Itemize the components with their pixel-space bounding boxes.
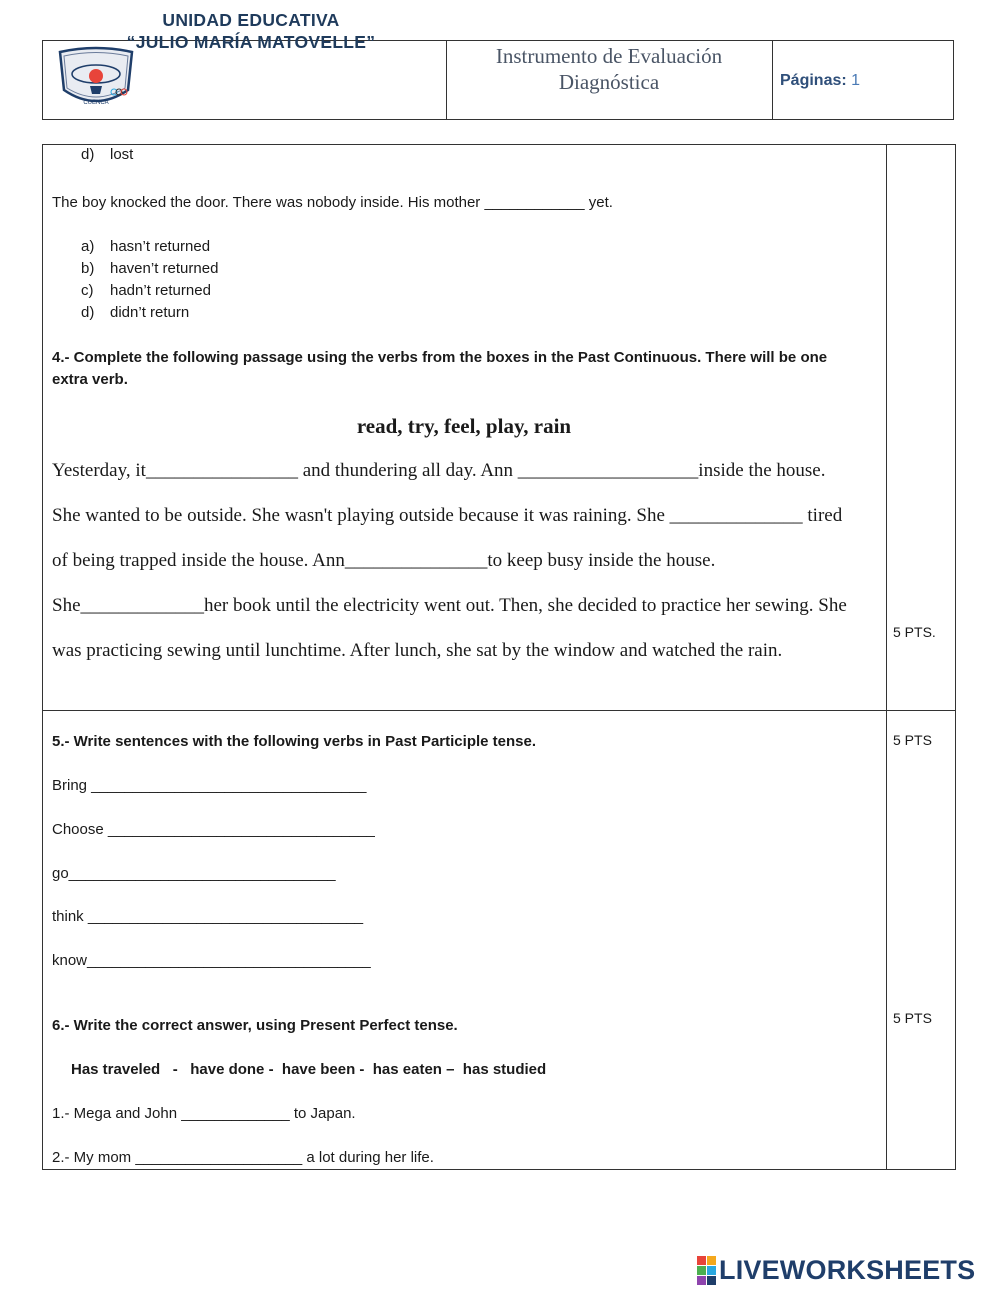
instrument-title-line2: Diagnóstica [558,70,660,94]
list-item[interactable] [81,281,211,301]
school-name [96,9,406,53]
q4-instruction-cont: extra verb. [52,371,128,388]
q6-points: 5 PTS [893,1010,932,1026]
brand-mark-icon [697,1256,716,1285]
answer-line[interactable]: Choose ________________________________ [52,821,375,838]
passage-line[interactable]: She_____________her book until the electricity went out. Then, she decided to practice her sewing. She [52,595,847,616]
school-name-line2: “JULIO MARÍA MATOVELLE” [126,32,376,52]
row-divider [43,710,955,711]
option-text: hadn’t returned [110,282,211,299]
option-text: hasn’t returned [110,238,211,255]
answer-line[interactable]: Bring _________________________________ [52,777,367,794]
q6-options: Has traveled - have done - have been - has eaten – has studied [71,1061,547,1078]
option-text: didn’t return [110,304,190,321]
option-letter: c) [81,282,94,299]
option-letter: d) [81,146,95,163]
answer-line[interactable]: think _________________________________ [52,908,364,925]
answer-line[interactable]: know__________________________________ [52,952,371,969]
option-text: haven’t returned [110,260,219,277]
list-item[interactable] [81,303,189,323]
list-item[interactable] [81,259,218,279]
passage-line[interactable]: Yesterday, it________________ and thundering all day. Ann ___________________inside the house. [52,460,826,481]
answer-line[interactable]: go________________________________ [52,865,336,882]
pages-label: Páginas: [780,72,847,89]
instrument-title-line1: Instrumento de Evaluación [495,44,723,68]
liveworksheets-logo [697,1255,975,1285]
verb-box: read, try, feel, play, rain [356,414,572,438]
answer-line[interactable]: 2.- My mom ____________________ a lot during her life. [52,1149,434,1166]
pages-info [780,72,860,90]
q4-instruction: 4.- Complete the following passage using the verbs from the boxes in the Past Continuous. There will be one [52,349,828,366]
question-sentence: The boy knocked the door. There was nobody inside. His mother ____________ yet. [52,194,613,211]
passage-line[interactable]: She wanted to be outside. She wasn't playing outside because it was raining. She ______________ tired [52,505,843,526]
passage-line: was practicing sewing until lunchtime. After lunch, she sat by the window and watched the rain. [52,640,783,661]
q5-instruction: 5.- Write sentences with the following verbs in Past Participle tense. [52,733,537,750]
answer-line[interactable]: 1.- Mega and John _____________ to Japan. [52,1105,356,1122]
instrument-title [446,43,772,95]
school-logo-icon [54,46,138,112]
brand-name: LIVEWORKSHEETS [719,1254,976,1285]
svg-text:CUENCA: CUENCA [83,100,109,106]
q6-instruction: 6.- Write the correct answer, using Present Perfect tense. [52,1017,458,1034]
instrument-cell [446,41,773,119]
option-letter: b) [81,260,95,277]
pages-cell [772,41,953,119]
points-column-divider [886,145,887,1169]
school-name-line1: UNIDAD EDUCATIVA [162,10,340,30]
list-item[interactable] [81,237,210,257]
option-text: lost [110,146,134,163]
option-letter: d) [81,304,95,321]
option-letter: a) [81,238,95,255]
passage-line[interactable]: of being trapped inside the house. Ann_______________to keep busy inside the house. [52,550,716,571]
list-item [81,145,133,165]
pages-value: 1 [851,72,861,89]
q5-points: 5 PTS [893,732,932,748]
q4-points: 5 PTS. [893,624,936,640]
